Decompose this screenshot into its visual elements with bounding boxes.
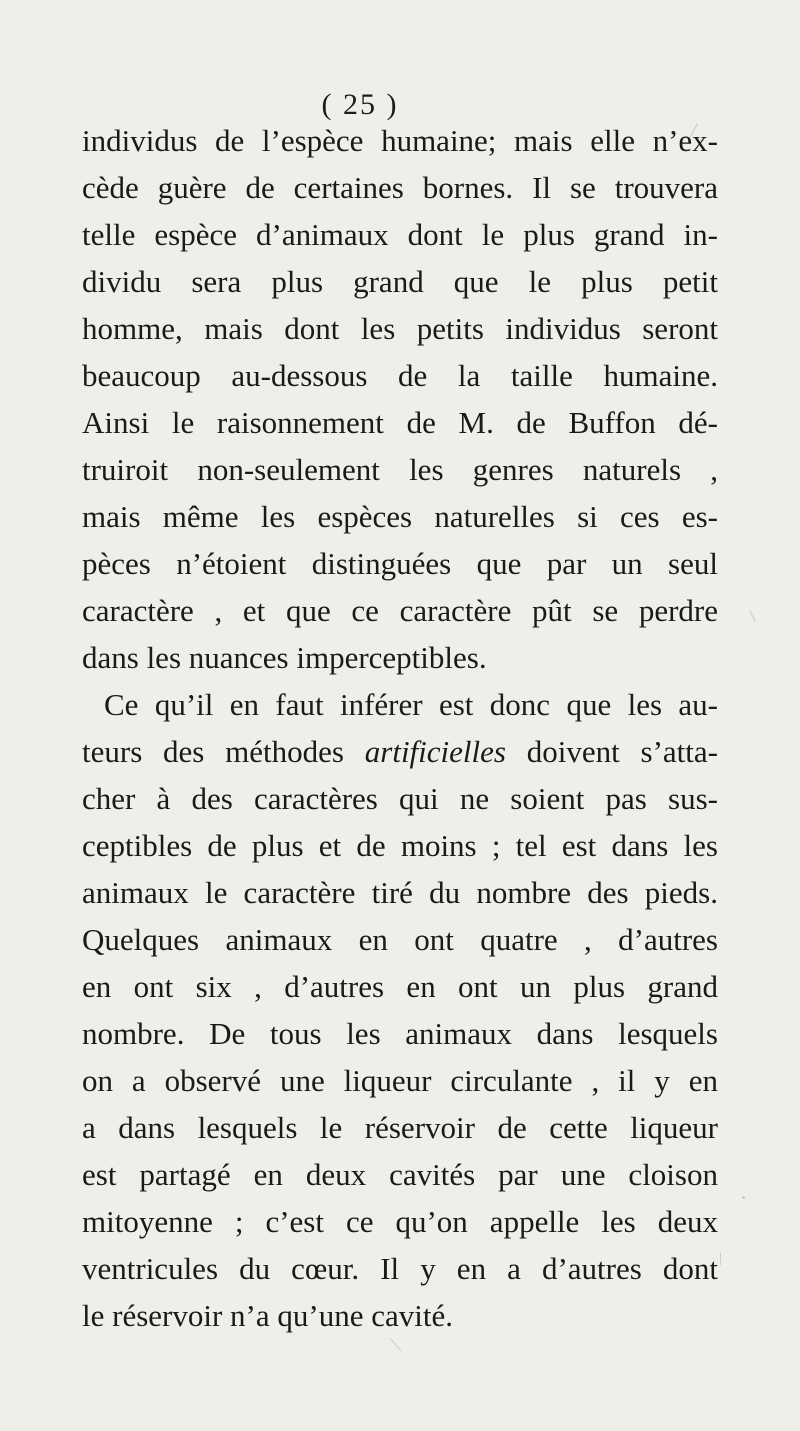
text-line: Quelques animaux en ont quatre , d’autres [82,922,718,957]
italic-word: artificielles [364,734,506,769]
text-line: on a observé une liqueur circulante , il y en [82,1063,718,1098]
text-line: truiroit non-seulement les genres naturels , [82,452,718,487]
paper-mark [720,1253,721,1265]
text-line: telle espèce d’animaux dont le plus grand in- [82,217,718,252]
text-line: individus de l’espèce humaine; mais elle n’ex- [82,123,718,158]
text-line: a dans lesquels le réservoir de cette liqueur [82,1110,718,1145]
text-segment: teurs des méthodes [82,734,365,769]
text-line: cher à des caractères qui ne soient pas sus- [82,781,718,816]
text-line: mitoyenne ; c’est ce qu’on appelle les deux [82,1204,718,1239]
text-line: caractère , et que ce caractère pût se perdre [82,593,718,628]
text-line: ceptibles de plus et de moins ; tel est dans les [82,828,718,863]
text-line: mais même les espèces naturelles si ces es- [82,499,718,534]
text-line: pèces n’étoient distinguées que par un seul [82,546,718,581]
text-line-with-italic [82,729,718,775]
text-line: en ont six , d’autres en ont un plus grand [82,969,718,1004]
paper-mark [749,610,756,621]
text-line: cède guère de certaines bornes. Il se trouvera [82,170,718,205]
text-line: homme, mais dont les petits individus seront [82,311,718,346]
paper-mark [389,1338,401,1351]
text-line: est partagé en deux cavités par une cloison [82,1157,718,1192]
text-line: dans les nuances imperceptibles. [82,640,487,675]
text-line: beaucoup au-dessous de la taille humaine. [82,358,718,393]
text-line: animaux le caractère tiré du nombre des pieds. [82,875,718,910]
paper-mark [742,1196,745,1199]
text-line: ventricules du cœur. Il y en a d’autres dont [82,1251,718,1286]
text-line: dividu sera plus grand que le plus petit [82,264,718,299]
paragraph-first-line: Ce qu’il en faut inférer est donc que les au- [104,687,718,722]
text-line: le réservoir n’a qu’une cavité. [82,1298,453,1333]
text-line: Ainsi le raisonnement de M. de Buffon dé- [82,405,718,440]
text-segment: doivent s’atta- [505,734,718,769]
page-number: ( 25 ) [321,88,399,121]
text-line: nombre. De tous les animaux dans lesquels [82,1016,718,1051]
